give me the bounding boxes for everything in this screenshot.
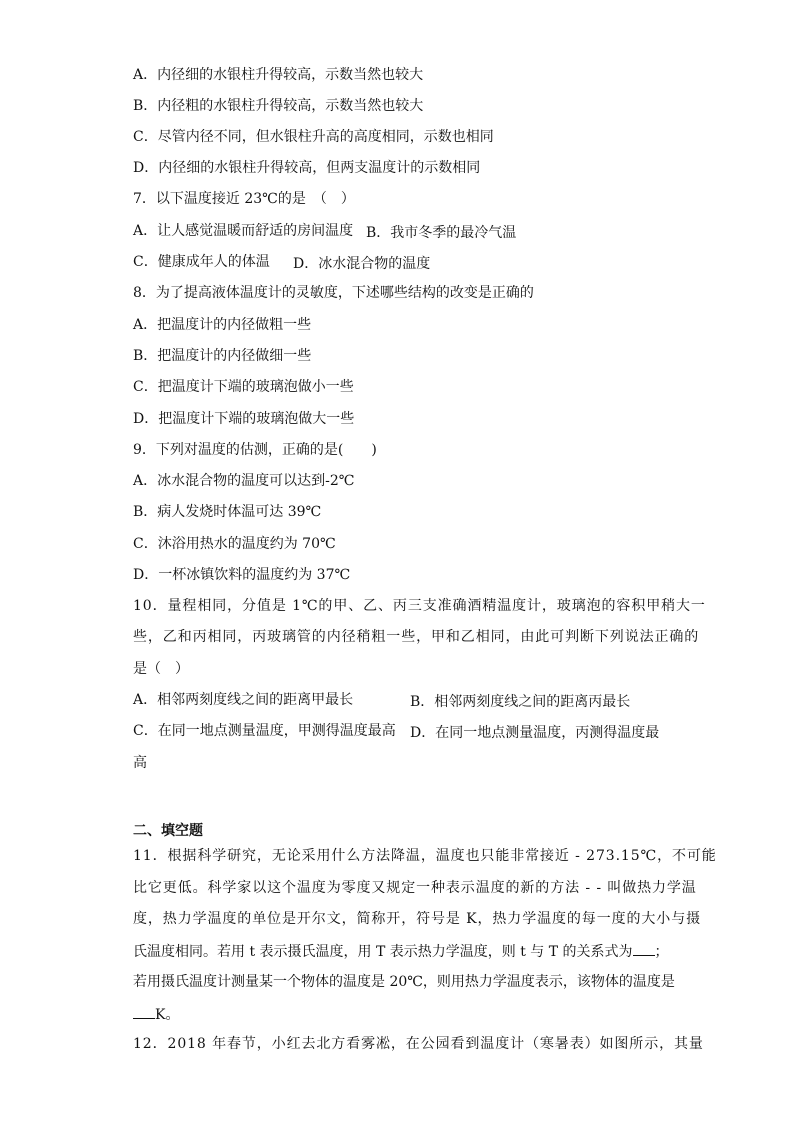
q10-option-c: C．在同一地点测量温度，甲测得温度最高	[133, 723, 396, 739]
q6-option-c: C．尽管内径不同，但水银柱升高的高度相同，示数也相同	[133, 129, 494, 145]
q11-line4-text: 氏温度相同。若用 t 表示摄氏温度，用 T 表示热力学温度，则 t 与 T 的关系式为	[133, 944, 633, 960]
q8-option-a: A．把温度计的内径做粗一些	[133, 317, 312, 333]
q7-stem: 7．以下温度接近 23℃的是 （ ）	[133, 191, 355, 207]
q9-option-b: B．病人发烧时体温可达 39℃	[133, 504, 322, 520]
q9-option-d: D．一杯冰镇饮料的温度约为 37℃	[133, 567, 351, 583]
q10-stem-line2: 些，乙和丙相同，丙玻璃管的内径稍粗一些，甲和乙相同，由此可判断下列说法正确的	[133, 629, 700, 645]
q8-option-b: B．把温度计的内径做细一些	[133, 348, 312, 364]
q11-line2: 比它更低。科学家以这个温度为零度又规定一种表示温度的新的方法 - - 叫做热力学温	[133, 880, 697, 896]
q10-stem-line1: 10．量程相同，分值是 1℃的甲、乙、丙三支准确酒精温度计，玻璃泡的容积甲稍大一	[133, 598, 706, 614]
q11-line4	[133, 941, 669, 961]
q11-line3: 度，热力学温度的单位是开尔文，简称开，符号是 K，热力学温度的每一度的大小与摄	[133, 911, 702, 927]
q7-option-c: C．健康成年人的体温	[133, 254, 270, 270]
q11-line6-text: K。	[155, 1007, 180, 1023]
q11-answer-blank-1[interactable]	[633, 941, 655, 956]
q11-line5: 若用摄氏温度计测量某一个物体的温度是 20℃，则用热力学温度表示，该物体的温度是	[133, 974, 675, 990]
q6-option-d: D．内径细的水银柱升得较高，但两支温度计的示数相同	[133, 160, 481, 176]
q7-option-a: A．让人感觉温暖而舒适的房间温度	[133, 223, 354, 239]
q10-stem-line3: 是（ ）	[133, 661, 189, 677]
q12-line1: 12．2018 年春节，小红去北方看雾凇，在公园看到温度计（寒暑表）如图所示，其量	[133, 1036, 704, 1052]
q10-option-d-line2: 高	[133, 755, 147, 771]
q6-option-b: B．内径粗的水银柱升得较高，示数当然也较大	[133, 98, 424, 114]
q7-option-b: B．我市冬季的最冷气温	[366, 225, 517, 241]
q8-stem: 8．为了提高液体温度计的灵敏度，下述哪些结构的改变是正确的	[133, 285, 534, 301]
q9-option-a: A．冰水混合物的温度可以达到-2℃	[133, 473, 355, 489]
q11-line1: 11．根据科学研究，无论采用什么方法降温，温度也只能非常接近 - 273.15℃，不可能	[133, 848, 717, 864]
section-title-fill-in: 二、填空题	[133, 823, 203, 839]
q10-option-d-line1: D．在同一地点测量温度，丙测得温度最	[410, 725, 660, 741]
q11-answer-blank-2[interactable]	[133, 1004, 155, 1019]
q9-stem: 9．下列对温度的估测，正确的是( )	[133, 442, 377, 458]
q10-option-a: A．相邻两刻度线之间的距离甲最长	[133, 692, 354, 708]
q9-option-c: C．沐浴用热水的温度约为 70℃	[133, 536, 336, 552]
q10-option-b: B．相邻两刻度线之间的距离丙最长	[410, 694, 631, 710]
q8-option-d: D．把温度计下端的玻璃泡做大一些	[133, 411, 355, 427]
q7-option-d: D．冰水混合物的温度	[293, 256, 431, 272]
q11-line6	[133, 1004, 179, 1024]
q6-option-a: A．内径细的水银柱升得较高，示数当然也较大	[133, 67, 424, 83]
q8-option-c: C．把温度计下端的玻璃泡做小一些	[133, 379, 354, 395]
q11-line4-end: ；	[654, 944, 669, 960]
